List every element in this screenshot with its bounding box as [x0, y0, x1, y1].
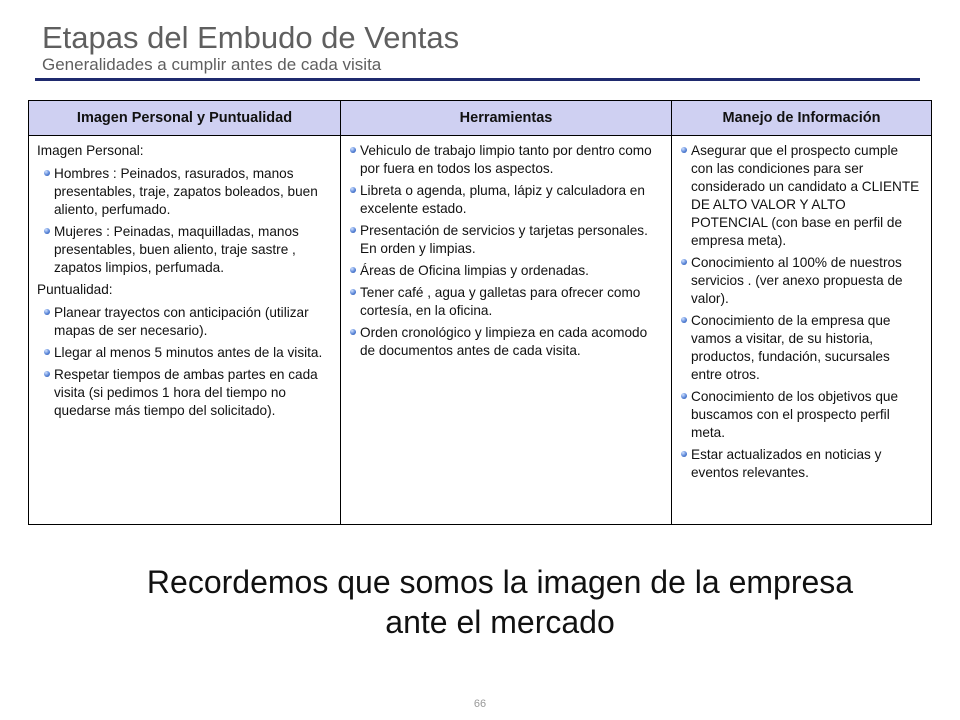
list-item: Libreta o agenda, pluma, lápiz y calculadora en excelente estado.: [349, 182, 663, 218]
cell-herramientas: [341, 136, 672, 525]
header-herramientas: Herramientas: [341, 101, 672, 136]
list-item: Tener café , agua y galletas para ofrecer como cortesía, en la oficina.: [349, 284, 663, 320]
tagline-line-1: Recordemos que somos la imagen de la empresa: [146, 564, 854, 600]
header-imagen-personal: Imagen Personal y Puntualidad: [29, 101, 341, 136]
closing-tagline: [60, 562, 940, 642]
slide-subtitle: Generalidades a cumplir antes de cada visita: [42, 55, 382, 74]
section-label-imagen: Imagen Personal:: [37, 143, 144, 158]
list-item: Presentación de servicios y tarjetas personales. En orden y limpias.: [349, 222, 663, 258]
list-item: Hombres : Peinados, rasurados, manos presentables, traje, zapatos boleados, buen aliento, perfumado.: [43, 165, 332, 219]
list-puntualidad: [43, 304, 332, 420]
checklist-table: [28, 100, 932, 525]
list-item: Asegurar que el prospecto cumple con las condiciones para ser considerado un candidato a CLIENTE DE ALTO VALOR Y ALTO POTENCIAL (con base en perfil de empresa meta).: [680, 142, 923, 250]
list-item: Llegar al menos 5 minutos antes de la visita.: [43, 344, 332, 362]
page-number: 66: [473, 698, 487, 710]
list-herramientas: [349, 142, 663, 360]
list-item: Estar actualizados en noticias y eventos relevantes.: [680, 446, 923, 482]
list-item: Conocimiento de la empresa que vamos a visitar, de su historia, productos, fundación, sucursales entre otros.: [680, 312, 923, 384]
header-manejo-informacion: Manejo de Información: [672, 101, 932, 136]
list-item: Orden cronológico y limpieza en cada acomodo de documentos antes de cada visita.: [349, 324, 663, 360]
list-manejo-informacion: [680, 142, 923, 482]
list-item: Planear trayectos con anticipación (utilizar mapas de ser necesario).: [43, 304, 332, 340]
tagline-line-2: ante el mercado: [385, 604, 615, 640]
list-imagen-personal: [43, 165, 332, 277]
list-item: Conocimiento de los objetivos que buscamos con el prospecto perfil meta.: [680, 388, 923, 442]
title-divider: [35, 78, 920, 81]
cell-imagen-personal: [29, 136, 341, 525]
list-item: Conocimiento al 100% de nuestros servicios . (ver anexo propuesta de valor).: [680, 254, 923, 308]
table-header-row: [29, 101, 932, 136]
cell-manejo-informacion: [672, 136, 932, 525]
list-item: Mujeres : Peinadas, maquilladas, manos presentables, buen aliento, traje sastre , zapatos limpios, perfumada.: [43, 223, 332, 277]
list-item: Respetar tiempos de ambas partes en cada visita (si pedimos 1 hora del tiempo no quedarse más tiempo del solicitado).: [43, 366, 332, 420]
list-item: Áreas de Oficina limpias y ordenadas.: [349, 262, 663, 280]
table-body-row: [29, 136, 932, 525]
slide-title: Etapas del Embudo de Ventas: [42, 20, 460, 55]
section-label-puntualidad: Puntualidad:: [37, 282, 113, 297]
list-item: Vehiculo de trabajo limpio tanto por dentro como por fuera en todos los aspectos.: [349, 142, 663, 178]
